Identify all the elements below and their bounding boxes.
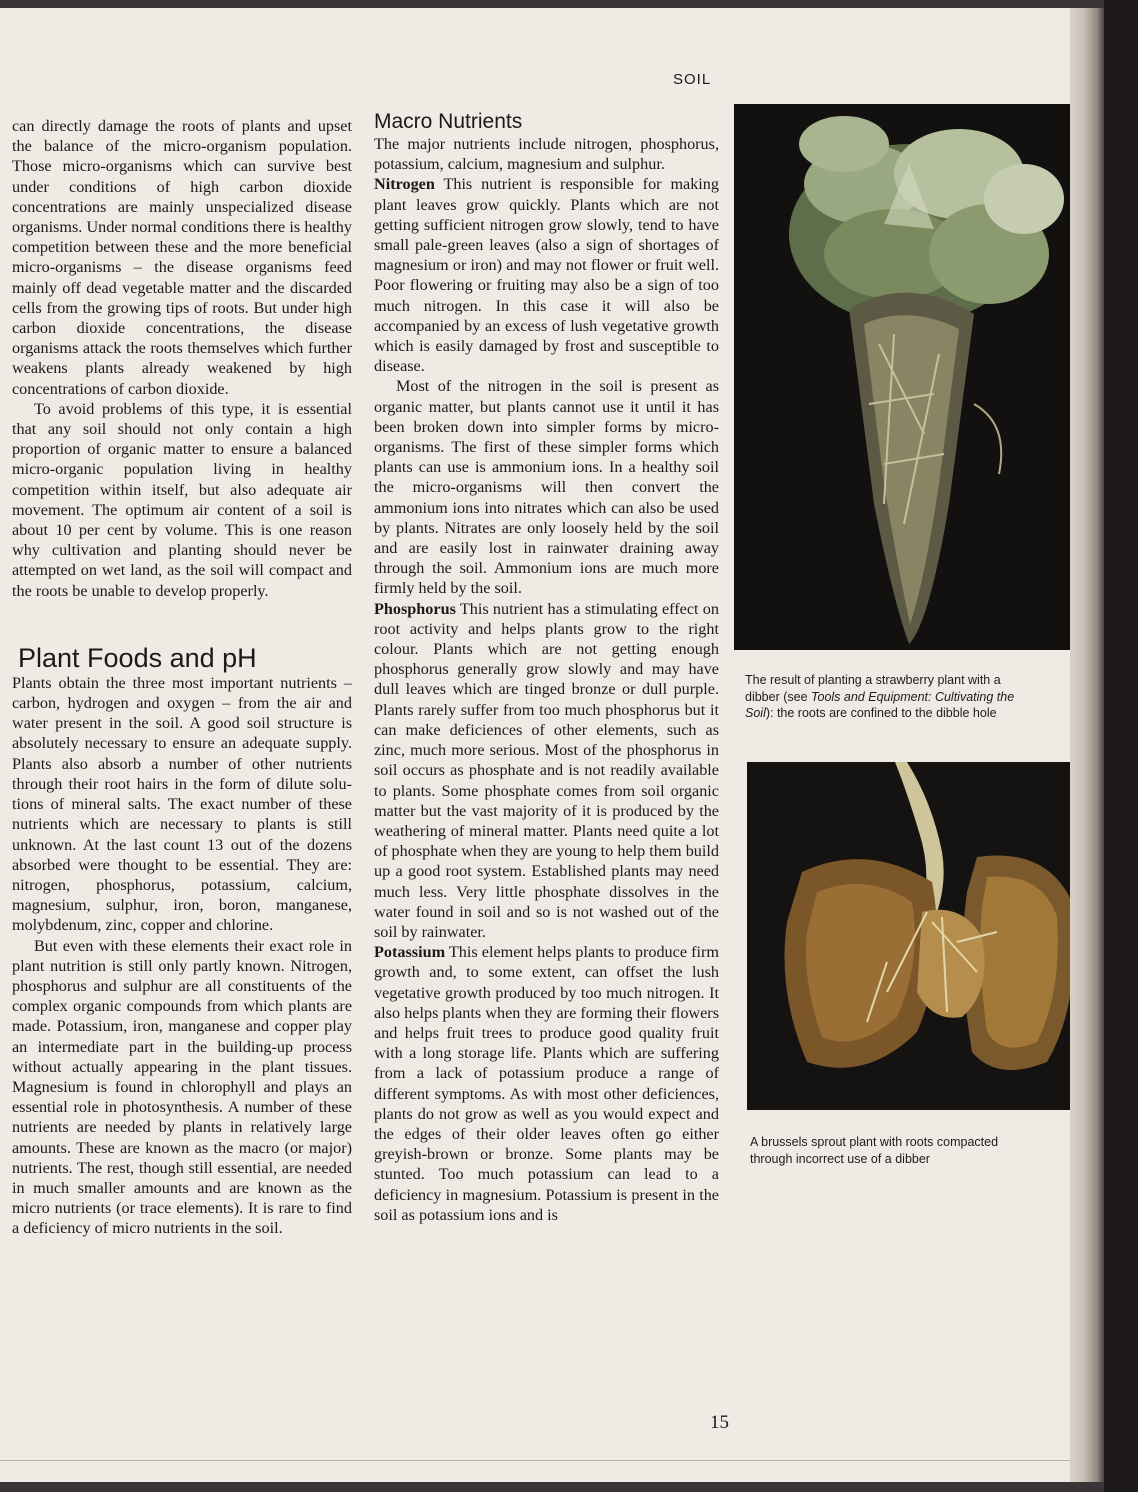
paragraph-text: This nutrient is responsible for making plant leaves grow quickly. Plants which are not getting sufficient nitrogen grow slowly, tend to have small pale-green leaves (also a sign of shortages of magnesium or iron) and may not flower or fruit well. Poor flowering or fruiting may also be a sign of too much nitrogen. In this case it will also be accompanied by an excess of lush vegetative growth which is easily damaged by frost and susceptible to disease. (374, 175, 719, 376)
caption-text: The result of planting a strawberry plant with a dibber (see (745, 673, 1001, 704)
paragraph: The major nutrients include nitrogen, phosphorus, potassium, calcium, magnesium and sulphur. (374, 135, 719, 174)
section-heading: Plant Foods and pH (18, 642, 257, 673)
paragraph-text: This nutrient has a stimulating effect on root activity and helps plants grow to the right colour. Plants which are not getting enough phosphorus generally grow slowly and may have dull leaves which are tinged bronze or dull purple. Plants rarely suffer from too much phosphorus but it can make deficiences of other elements, such as zinc, much more serious. Most of the phosphorus in soil occurs as phosphate and is not readily available to plants. Some phosphate comes from soil organic matter but the vast majority of it is produced by the weathering of mineral matter. Plants need quite a lot of phosphate when they are young to help them build up a good root system. Established plants may need much less. Very little phosphate dissolves in the water found in soil and so is not washed out of the soil by rainwater. (374, 599, 719, 941)
paragraph: Most of the nitrogen in the soil is present as organic matter, but plants cannot use it until it has been broken down into simpler forms by micro-organisms. The first of these simpler forms which plants can use is ammonium ions. In a healthy soil the micro-organisms will then convert the ammonium ions into nitrates which can also be used by plants. Nitrates are only loosely held by the soil and are easily lost in rainwater draining away through the soil. Ammonium ions are much more firmly held by the soil. (374, 377, 719, 598)
run-in-heading: Nitrogen (374, 175, 435, 194)
paragraph-nitrogen (374, 174, 719, 376)
paragraph-potassium (374, 942, 719, 1225)
cross-reference: Tools and Equipment: Cultivating the Soil (745, 689, 1015, 720)
paragraph: can directly damage the roots of plants and upset the balance of the micro-organism population. Those micro-organisms which can survive best under conditions of high carbon dioxide concentrations are mainly unspecialized disease organisms. Under normal conditions there is healthy competition between these and the more beneficial micro-organisms – the disease organisms feed mainly off dead vegetable matter and the discarded cells from the growing tips of roots. But under high carbon dioxide concentrations, the disease organisms attack the roots themselves which further weakens plants already weakened by high concentrations of carbon dioxide. (12, 117, 352, 398)
page-number: 15 (710, 1412, 729, 1433)
run-in-heading: Potassium (374, 943, 446, 962)
paragraph-text: This element helps plants to produce firm growth and, to some extent, can offset the lush vegetative growth produced by too much nitrogen. It also helps plants when they are forming their flowers and helps fruit trees to produce good quality fruit with a long storage life. Plants which are suffering from a lack of potassium produce a range of different symptoms. As with most other deficiences, plants do not grow as well as you would expect and the edges of their older leaves often go either greyish-brown or bronze. Some plants may be stunted. Too much potassium can lead to a deficiency in magnesium. Potassium is present in the soil as potassium ions and is (374, 943, 719, 1224)
photo-caption: A brussels sprout plant with roots compacted through incorrect use of a dibber (750, 1135, 999, 1166)
paragraph: Plants obtain the three most important nutrients – carbon, hydrogen and oxygen – from the air and water present in the soil. A good soil structure is absolutely necessary to ensure an adequate supply. Plants also absorb a number of other nutrients through their root hairs in the form of dilute solutions of mineral salts. The exact number of these nutrients which are necessary to plants is still unknown. At the last count 13 out of the dozens absorbed were thought to be essential. They are: nitrogen, phosphorus, potassium, calcium, magnesium, sulphur, iron, boron, manganese, molybdenum, zinc, copper and chlorine. (12, 673, 352, 935)
paragraph: To avoid problems of this type, it is essential that any soil should not only contain a high proportion of organic matter to ensure a balanced micro-organic population living in healthy competition within itself, but also adequate air movement. The optimum air content of a soil is about 10 per cent by volume. This is one reason why cultivation and planting should never be attempted on wet land, as the soil will compact and the roots be unable to develop properly. (12, 399, 352, 600)
caption-text: ): the roots are confined to the dibble hole (765, 706, 997, 720)
text-column-left (12, 116, 352, 1239)
page-edge (1070, 8, 1104, 1482)
photo-caption (745, 672, 1035, 722)
paragraph-phosphorus (374, 599, 719, 942)
subsection-heading: Macro Nutrients (374, 110, 523, 133)
page-bottom-line (0, 1460, 1100, 1461)
paragraph: But even with these elements their exact role in plant nutrition is still only partly known. Nitrogen, phosphorus and sulphur are all constituents of the complex organic compounds from which plants are made. Potassium, iron, manganese and copper play an intermediate part in the building-up process without actually appearing in the plant tissues. Magnesium is found in chlorophyll and plays an essential role in photosynthesis. A number of these nutrients are needed by plants in relatively large amounts. These are known as the macro (or major) nutrients. The rest, though still essential, are needed in much smaller amounts and are known as the micro nutrients (or trace elements). It is rare to find a deficiency of micro nutrients in the soil. (12, 936, 352, 1238)
text-column-middle (374, 110, 719, 1225)
brussels-sprout-roots-photo (747, 762, 1091, 1110)
strawberry-plant-photo (734, 104, 1070, 650)
run-in-heading: Phosphorus (374, 599, 456, 618)
book-binding-shadow (1104, 0, 1138, 1492)
book-page (0, 8, 1102, 1482)
running-head: SOIL (673, 71, 712, 88)
